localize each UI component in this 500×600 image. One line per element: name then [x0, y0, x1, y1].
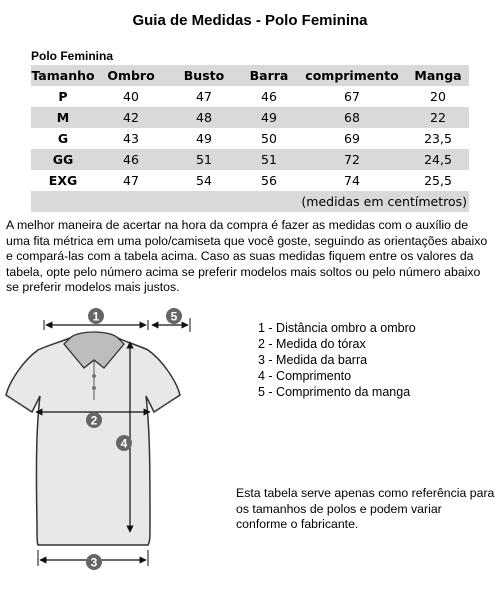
cell-comprimento: 68	[297, 107, 407, 128]
cell-size: G	[57, 131, 69, 146]
svg-text:5: 5	[170, 309, 178, 324]
polo-shirt-outline	[6, 338, 180, 545]
cell-comprimento: 72	[297, 149, 407, 170]
cell-ombro: 46	[95, 149, 167, 170]
table-row	[31, 149, 469, 170]
table-row	[31, 86, 469, 107]
legend-item: 4 - Comprimento	[258, 369, 352, 383]
cell-busto: 51	[167, 149, 241, 170]
header-tamanho: Tamanho	[31, 65, 95, 86]
units-note: (medidas em centímetros)	[31, 191, 469, 212]
size-table-section	[31, 48, 469, 212]
cell-manga: 22	[407, 107, 469, 128]
cell-busto: 49	[196, 131, 212, 146]
cell-ombro: 42	[95, 107, 167, 128]
table-row	[31, 128, 469, 149]
legend-item: 2 - Medida do tórax	[258, 337, 366, 351]
cell-barra: 51	[241, 149, 297, 170]
page-title: Guia de Medidas - Polo Feminina	[132, 12, 368, 29]
marker-3	[86, 554, 102, 570]
measurement-legend	[258, 320, 416, 400]
table-note-row	[31, 191, 469, 212]
disclaimer-text: Esta tabela serve apenas como referência para os tamanhos de polos e podem variar conforme o fabricante.	[236, 486, 495, 531]
cell-manga: 23,5	[424, 131, 452, 146]
svg-text:1: 1	[92, 309, 100, 324]
cell-ombro: 40	[123, 89, 139, 104]
cell-size: EXG	[48, 173, 78, 188]
legend-item: 5 - Comprimento da manga	[258, 385, 411, 399]
marker-4	[116, 435, 132, 451]
table-caption: Polo Feminina	[31, 49, 114, 63]
cell-busto: 47	[196, 89, 212, 104]
legend-item: 3 - Medida da barra	[258, 353, 368, 367]
cell-size: GG	[31, 149, 95, 170]
header-comprimento: comprimento	[297, 65, 407, 86]
header-busto: Busto	[167, 65, 241, 86]
cell-ombro: 43	[123, 131, 139, 146]
cell-barra: 46	[261, 89, 277, 104]
button-icon	[92, 374, 96, 378]
cell-size: P	[58, 89, 68, 104]
marker-5	[166, 308, 182, 324]
instructions-paragraph: A melhor maneira de acertar na hora da compra é fazer as medidas com o auxílio de uma fita métrica em uma polo/camiseta que você goste, seguindo as orientações abaixo e compará-las com a tabela acima. Caso as suas medidas fiquem entre os valores da tabela, opte pelo número acima se preferir modelos mais soltos ou pelo número abaixo se preferir modelos mais justos.	[6, 218, 488, 294]
svg-text:4: 4	[120, 436, 128, 451]
cell-busto: 48	[167, 107, 241, 128]
cell-busto: 54	[196, 173, 212, 188]
cell-comprimento: 74	[344, 173, 360, 188]
size-table	[31, 65, 469, 212]
cell-comprimento: 67	[344, 89, 360, 104]
cell-barra: 49	[241, 107, 297, 128]
marker-1	[88, 308, 104, 324]
button-icon	[92, 386, 96, 390]
marker-2	[86, 412, 102, 428]
svg-text:2: 2	[90, 413, 98, 428]
header-barra: Barra	[241, 65, 297, 86]
cell-comprimento: 69	[344, 131, 360, 146]
cell-manga: 25,5	[424, 173, 452, 188]
header-manga: Manga	[407, 65, 469, 86]
legend-item: 1 - Distância ombro a ombro	[258, 321, 416, 335]
svg-text:3: 3	[90, 555, 98, 570]
polo-measurement-diagram	[0, 300, 240, 600]
cell-barra: 50	[261, 131, 277, 146]
header-ombro: Ombro	[95, 65, 167, 86]
cell-ombro: 47	[123, 173, 139, 188]
table-header-row	[31, 65, 469, 86]
cell-barra: 56	[261, 173, 277, 188]
table-row	[31, 170, 469, 191]
table-row	[31, 107, 469, 128]
cell-manga: 24,5	[407, 149, 469, 170]
cell-size: M	[31, 107, 95, 128]
cell-manga: 20	[430, 89, 446, 104]
